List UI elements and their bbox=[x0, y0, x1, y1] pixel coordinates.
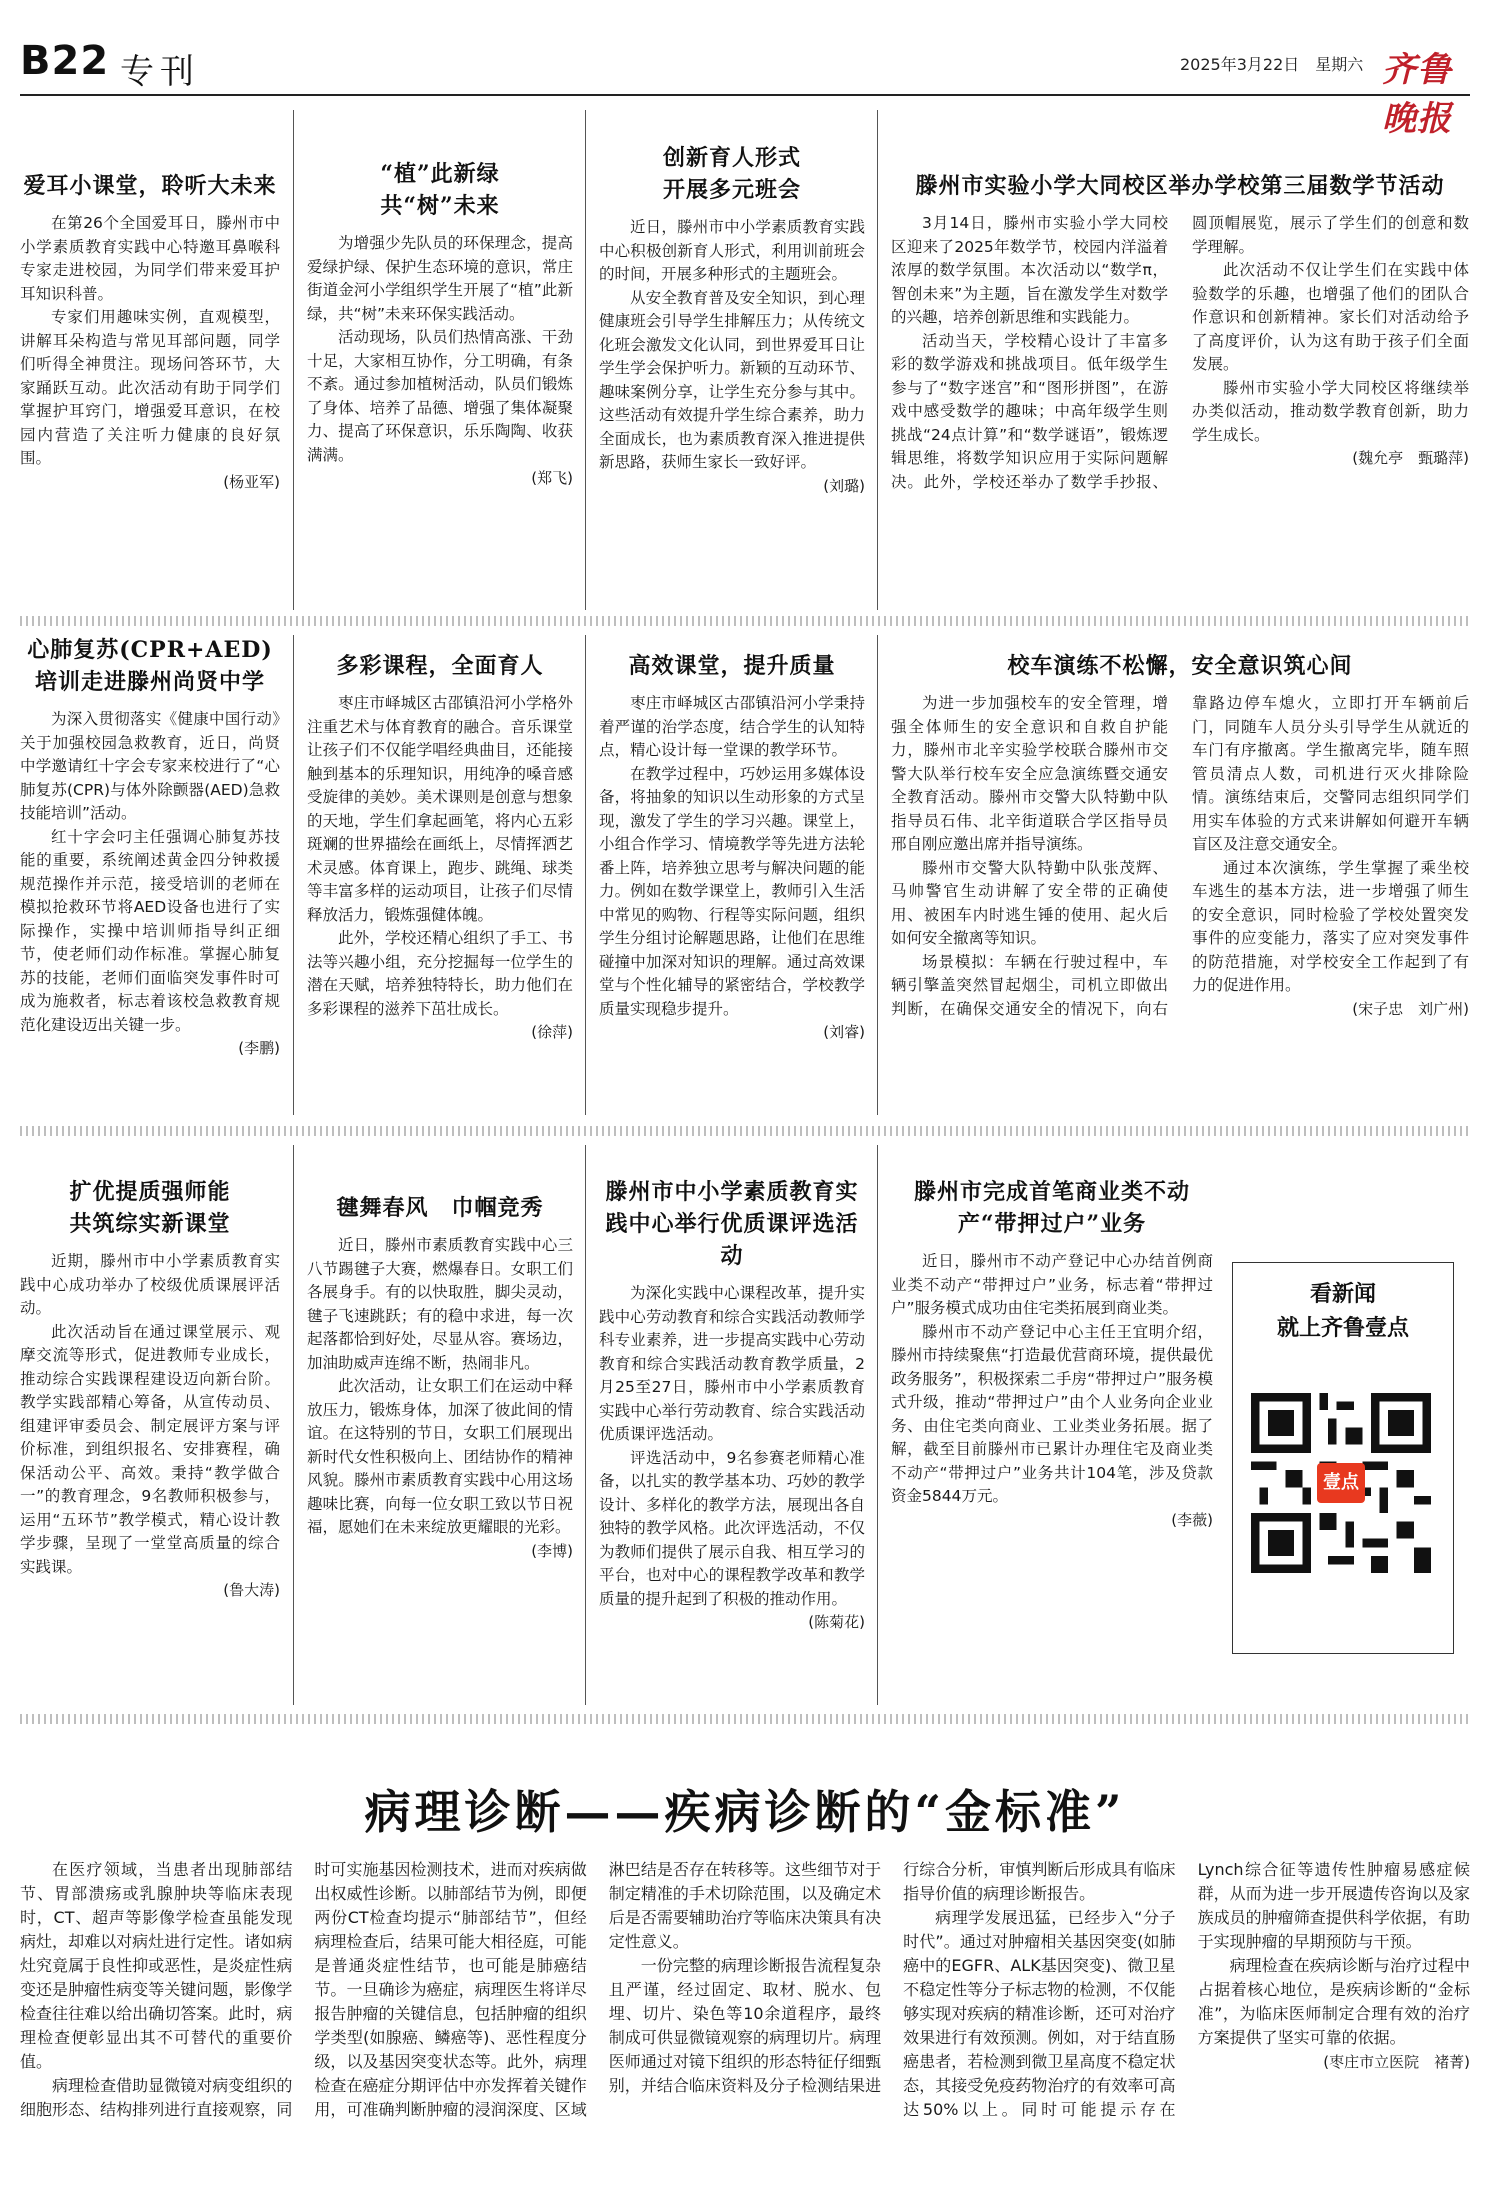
article-title: 爱耳小课堂，聆听大未来 bbox=[23, 173, 277, 199]
newspaper-logo: 齐鲁晚报 bbox=[1382, 50, 1452, 139]
article-author: (陈菊花) bbox=[808, 1613, 865, 1631]
promo-line-1: 看新闻 bbox=[1309, 1281, 1376, 1307]
article-body: 近期，滕州市中小学素质教育实践中心成功举办了校级优质课展评活动。 此次活动旨在通过课堂展示、观摩交流等形式，促进教师专业成长，推动综合实践课程建设迈向新台阶。教学实践部精心筹备，从宣传动员、组建评审委员会、制定展评方案与评价标准，到组织报名、安排赛程，确保活动公平、高效。秉持“教学做合一”的教育理念，9名教师积极参与，运用“五环节”教学模式，精心设计教学步骤，呈现了一堂堂高质量的综合实践课。 (鲁大涛) bbox=[20, 1250, 280, 1603]
article-body: 近日，滕州市素质教育实践中心三八节踢毽子大赛，燃爆春日。女职工们各展身手。有的以快取胜，脚尖灵动，毽子飞速跳跃；有的稳中求进，每一次起落都恰到好处，尽显从容。赛场边，加油助威声连绵不断，热闹非凡。 此次活动，让女职工们在运动中释放压力，锻炼身体，加深了彼此间的情谊。在这特别的节日，女职工们展现出新时代女性积极向上、团结协作的精神风貌。滕州市素质教育实践中心用这场趣味比赛，向每一位女职工致以节日祝福，愿她们在未来绽放更耀眼的光彩。 (李博) bbox=[307, 1234, 573, 1563]
article-cpr-training bbox=[20, 634, 280, 1061]
article-ear-care bbox=[20, 170, 280, 494]
qr-code[interactable] bbox=[1251, 1393, 1431, 1573]
article-title: 滕州市中小学素质教育实践中心举行优质课评选活动 bbox=[605, 1179, 859, 1269]
article-author: (李薇) bbox=[1171, 1510, 1213, 1529]
article-title: 扩优提质强师能 共筑综实新课堂 bbox=[69, 1179, 254, 1237]
row-divider bbox=[20, 1714, 1470, 1724]
article-teacher-skills bbox=[20, 1176, 280, 1603]
article-diverse-courses bbox=[307, 650, 573, 1045]
article-author: (刘睿) bbox=[823, 1023, 865, 1041]
feature-title: 病理诊断——疾病诊断的“金标准” bbox=[364, 1785, 1126, 1839]
page-header bbox=[20, 38, 1470, 139]
article-body: 枣庄市峄城区古邵镇沿河小学格外注重艺术与体育教育的融合。音乐课堂让孩子们不仅能学唱经典曲目，还能接触到基本的乐理知识，用纯净的嗓音感受旋律的美妙。美术课则是创意与想象的天地，学生们拿起画笔，将内心五彩斑斓的世界描绘在画纸上，尽情挥洒艺术灵感。体育课上，跑步、跳绳、球类等丰富多样的运动项目，让孩子们尽情释放活力，锻炼强健体魄。 此外，学校还精心组织了手工、书法等兴趣小组，充分挖掘每一位学生的潜在天赋，培养独特特长，助力他们在多彩课程的滋养下茁壮成长。 (徐萍) bbox=[307, 692, 573, 1045]
article-body: 枣庄市峄城区古邵镇沿河小学秉持着严谨的治学态度，结合学生的认知特点，精心设计每一堂课的教学环节。 在教学过程中，巧妙运用多媒体设备，将抽象的知识以生动形象的方式呈现，激发了学生的学习兴趣。课堂上，小组合作学习、情境教学等先进方法轮番上阵，培养独立思考与解决问题的能力。例如在数学课堂上，教师引入生活中常见的购物、行程等实际问题，组织学生分组讨论解题思路，让他们在思维碰撞中加深对知识的理解。通过高效课堂与个性化辅导的紧密结合，学校教学质量实现稳步提升。 (刘睿) bbox=[599, 692, 865, 1045]
article-author: (鲁大涛) bbox=[223, 1581, 280, 1599]
article-title: “植”此新绿 共“树”未来 bbox=[380, 161, 523, 219]
article-author: (宋子忠 刘广州) bbox=[1352, 999, 1469, 1018]
article-author: (杨亚军) bbox=[223, 472, 280, 491]
section-name: 专刊 bbox=[120, 52, 200, 92]
article-body: 为增强少先队员的环保理念，提高爱绿护绿、保护生态环境的意识，常庄街道金河小学组织学生开展了“植”此新绿，共“树”未来环保实践活动。 活动现场，队员们热情高涨、干劲十足，大家相互协作，分工明确，有条不紊。通过参加植树活动，队员们锻炼了身体、培养了品德、增强了集体凝聚力、提高了环保意识，乐乐陶陶、收获满满。 (郑飞) bbox=[307, 232, 573, 491]
promo-line-2: 就上齐鲁壹点 bbox=[1276, 1315, 1409, 1341]
article-pathology bbox=[20, 1848, 1470, 2122]
issue-date: 2025年3月22日 星期六 bbox=[1180, 55, 1364, 74]
article-efficient-class bbox=[599, 650, 865, 1045]
article-author: (刘璐) bbox=[823, 476, 865, 495]
row-divider bbox=[20, 616, 1470, 626]
article-author: (徐萍) bbox=[531, 1023, 573, 1041]
article-quality-lesson bbox=[599, 1176, 865, 1635]
article-body: 近日，滕州市不动产登记中心办结首例商业类不动产“带押过户”业务，标志着“带押过户”服务模式成功由住宅类拓展到商业类。 滕州市不动产登记中心主任王宜明介绍，滕州市持续聚焦“打造最优营商环境，提供最优政务服务”，积极探索二手房“带押过户”服务模式升级，推动“带押过户”由个人业务向企业业务、由住宅类向商业、工业类业务拓展。据了解，截至目前滕州市已累计办理住宅及商业类不动产“带押过户”业务共计104笔，涉及贷款资金5844万元。 (李薇) bbox=[891, 1250, 1213, 1532]
article-math-festival bbox=[891, 170, 1469, 494]
article-title: 滕州市实验小学大同校区举办学校第三届数学节活动 bbox=[915, 173, 1445, 199]
article-title: 滕州市完成首笔商业类不动产“带押过户”业务 bbox=[913, 1179, 1190, 1237]
article-tree-planting bbox=[307, 158, 573, 491]
article-body: 在第26个全国爱耳日，滕州市中小学素质教育实践中心特邀耳鼻喉科专家走进校园，为同学们带来爱耳护耳知识科普。 专家们用趣味实例，直观模型，讲解耳朵构造与常见耳部问题，同学们听得全神贯注。现场问答环节，大家踊跃互动。此次活动有助于同学们掌握护耳窍门，增强爱耳意识，在校园内营造了关注听力健康的良好氛围。 (杨亚军) bbox=[20, 212, 280, 494]
promo-box bbox=[1232, 1262, 1454, 1654]
header-rule bbox=[20, 94, 1470, 96]
page-number: B22 bbox=[20, 38, 110, 84]
app-logo-icon: 壹点 bbox=[1317, 1463, 1365, 1503]
article-title: 多彩课程，全面育人 bbox=[336, 653, 544, 679]
article-title: 高效课堂，提升质量 bbox=[628, 653, 836, 679]
article-body: 3月14日，滕州市实验小学大同校区迎来了2025年数学节，校园内洋溢着浓厚的数学氛围。本次活动以“数学π，智创未来”为主题，旨在激发学生对数学的兴趣，培养创新思维和实践能力。 活动当天，学校精心设计了丰富多彩的数学游戏和挑战项目。低年级学生参与了“数字迷宫”和“图形拼图”，在游戏中感受数学的趣味；中高年级学生则挑战“24点计算”和“数学谜语”，锻炼逻辑思维，将数学知识应用于实际问题解决。此外，学校还举办了数学手抄报、圆顶帽展览，展示了学生们的创意和数学理解。 此次活动不仅让学生们在实践中体验数学的乐趣，也增强了他们的团队合作意识和创新精神。家长们对活动给予了高度评价，认为这有助于孩子们全面发展。 滕州市实验小学大同校区将继续举办类似活动，推动数学教育创新，助力学生成长。 (魏允亭 甄璐萍) bbox=[891, 214, 1469, 491]
article-body: 在医疗领域，当患者出现肺部结节、胃部溃疡或乳腺肿块等临床表现时，CT、超声等影像学检查虽能发现病灶，却难以对病灶进行定性。诸如病灶究竟属于良性抑或恶性，是炎症性病变还是肿瘤性病变等关键问题，影像学检查往往难以给出确切答案。此时，病理检查便彰显出其不可替代的重要价值。 病理检查借助显微镜对病变组织的细胞形态、结构排列进行直接观察，同时可实施基因检测技术，进而对疾病做出权威性诊断。以肺部结节为例，即便两份CT检查均提示“肺部结节”，但经病理检查后，结果可能大相径庭，可能是普通炎症性结节，也可能是肺癌结节。一旦确诊为癌症，病理医生将详尽报告肿瘤的关键信息，包括肿瘤的组织学类型(如腺癌、鳞癌等)、恶性程度分级，以及基因突变状态等。此外，病理检查在癌症分期评估中亦发挥着关键作用，可准确判断肿瘤的浸润深度、区域淋巴结是否存在转移等。这些细节对于制定精准的手术切除范围，以及确定术后是否需要辅助治疗等临床决策具有决定性意义。 一份完整的病理诊断报告流程复杂且严谨，经过固定、取材、脱水、包埋、切片、染色等10余道程序，最终制成可供显微镜观察的病理切片。病理医师通过对镜下组织的形态特征仔细甄别，并结合临床资料及分子检测结果进行综合分析，审慎判断后形成具有临床指导价值的病理诊断报告。 病理学发展迅猛，已经步入“分子时代”。通过对肿瘤相关基因突变(如肺癌中的EGFR、ALK基因突变)、微卫星不稳定性等分子标志物的检测，不仅能够实现对疾病的精准诊断，还可对治疗效果进行有效预测。例如，对于结直肠癌患者，若检测到微卫星高度不稳定状态，其接受免疫药物治疗的有效率可高达50%以上。同时可能提示存在Lynch综合征等遗传性肿瘤易感症候群，从而为进一步开展遗传咨询以及家族成员的肿瘤筛查提供科学依据，有助于实现肿瘤的早期预防与干预。 病理检查在疾病诊断与治疗过程中占据着核心地位，是疾病诊断的“金标准”，为临床医师制定合理有效的治疗方案提供了坚实可靠的依据。 (枣庄市立医院 褚菁) bbox=[20, 1860, 1470, 2119]
article-body: 为深入贯彻落实《健康中国行动》关于加强校园急救教育，近日，尚贤中学邀请红十字会专家来校进行了“心肺复苏(CPR)与体外除颤器(AED)急救技能培训”活动。 红十字会叼主任强调心肺复苏技能的重要，系统阐述黄金四分钟救援规范操作并示范，接受培训的老师在模拟抢救环节将AED设备也进行了实际操作，实操中培训师指导纠正细节，使老师们动作标准。掌握心肺复苏的技能，老师们面临突发事件时可成为施救者，标志着该校急救教育规范化建设迈出关键一步。 (李鹏) bbox=[20, 708, 280, 1061]
article-title: 创新育人形式 开展多元班会 bbox=[662, 145, 825, 203]
article-author: (李博) bbox=[531, 1541, 573, 1560]
article-title: 毽舞春风 巾帼竞秀 bbox=[336, 1195, 544, 1221]
article-body: 近日，滕州市中小学素质教育实践中心积极创新育人形式，利用训前班会的时间，开展多种形式的主题班会。 从安全教育普及安全知识，到心理健康班会引导学生排解压力；从传统文化班会激发文化认同，到世界爱耳日让学生学会保护听力。新颖的互动环节、趣味案例分享，让学生充分参与其中。这些活动有效提升学生综合素养，助力全面成长，也为素质教育深入推进提供新思路，获师生家长一致好评。 (刘璐) bbox=[599, 216, 865, 498]
article-shuttlecock-contest bbox=[307, 1192, 573, 1563]
article-title: 校车演练不松懈，安全意识筑心间 bbox=[1007, 653, 1353, 679]
article-school-bus-drill bbox=[891, 650, 1469, 1021]
article-class-meeting bbox=[599, 142, 865, 498]
article-author: (郑飞) bbox=[531, 469, 573, 487]
article-author: (李鹏) bbox=[238, 1039, 280, 1057]
article-body: 为深化实践中心课程改革，提升实践中心劳动教育和综合实践活动教师学科专业素养，进一步提高实践中心劳动教育和综合实践活动教育教学质量，2月25至27日，滕州市中小学素质教育实践中心举行劳动教育、综合实践活动优质课评选活动。 评选活动中，9名参赛老师精心准备，以扎实的教学基本功、巧妙的教学设计、多样化的教学方法，展现出各自独特的教学风格。此次评选活动，不仅为教师们提供了展示自我、相互学习的平台，也对中心的课程教学改革和教学质量的提升起到了积极的推动作用。 (陈菊花) bbox=[599, 1282, 865, 1635]
article-author: (魏允亭 甄璐萍) bbox=[1352, 449, 1469, 467]
article-body: 为进一步加强校车的安全管理，增强全体师生的安全意识和自救自护能力，滕州市北辛实验学校联合滕州市交警大队举行校车安全应急演练暨交通安全教育活动。滕州市交警大队特勤中队指导员石伟、北辛街道联合学区指导员邢自刚应邀出席并指导演练。 滕州市交警大队特勤中队张茂辉、马帅警官生动讲解了安全带的正确使用、被困车内时逃生锤的使用、起火后如何安全撤离等知识。 场景模拟：车辆在行驶过程中，车辆引擎盖突然冒起烟尘，司机立即做出判断，在确保交通安全的情况下，向右靠路边停车熄火，立即打开车辆前后门，同随车人员分头引导学生从就近的车门有序撤离。学生撤离完毕，随车照管员清点人数，司机进行灭火排除险情。演练结束后，交警同志组织同学们用实车体验的方式来讲解如何避开车辆盲区及注意交通安全。 通过本次演练，学生掌握了乘坐校车逃生的基本方法，进一步增强了师生的安全意识，同时检验了学校处置突发事件的应变能力，落实了应对突发事件的防范措施，对学校安全工作起到了有力的促进作用。 (宋子忠 刘广州) bbox=[891, 692, 1469, 1021]
article-property-transfer bbox=[891, 1176, 1213, 1532]
row-divider bbox=[20, 1126, 1470, 1136]
article-author: (枣庄市立医院 褚菁) bbox=[1323, 2053, 1470, 2071]
article-title: 心肺复苏(CPR+AED)培训走进滕州尚贤中学 bbox=[27, 637, 273, 695]
